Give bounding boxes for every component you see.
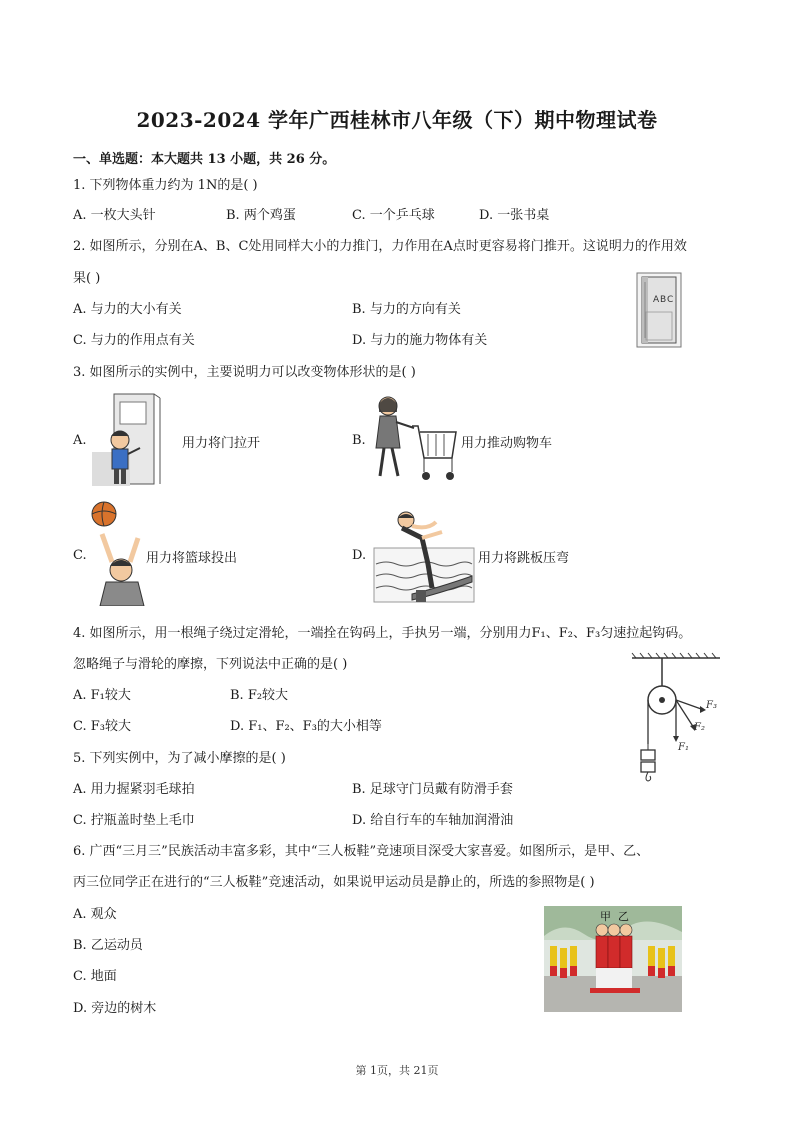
- q5-option-a[interactable]: A. 用力握紧羽毛球拍: [73, 782, 195, 797]
- force-label-f3: F₃: [706, 700, 717, 711]
- q1-option-a[interactable]: A. 一枚大头针: [73, 208, 156, 223]
- q3-option-d-caption: 用力将跳板压弯: [478, 551, 570, 566]
- q6-option-d[interactable]: D. 旁边的树木: [73, 1001, 157, 1016]
- pulley-figure: [628, 652, 724, 782]
- q6-option-b[interactable]: B. 乙运动员: [73, 938, 143, 953]
- q5-option-d[interactable]: D. 给自行车的车轴加润滑油: [352, 813, 514, 828]
- q1-option-d[interactable]: D. 一张书桌: [479, 208, 550, 223]
- door-label-c: C: [667, 295, 674, 305]
- question-5-stem: 5. 下列实例中，为了减小摩擦的是( ): [73, 751, 286, 766]
- door-figure: [636, 272, 682, 348]
- q6-option-a[interactable]: A. 观众: [73, 907, 117, 922]
- q3-option-a-letter[interactable]: A.: [73, 433, 87, 448]
- q5-option-b[interactable]: B. 足球守门员戴有防滑手套: [352, 782, 513, 797]
- question-1-stem: 1. 下列物体重力约为 1N的是( ): [73, 178, 258, 193]
- q4-option-a[interactable]: A. F₁较大: [73, 688, 131, 703]
- q4-option-b[interactable]: B. F₂较大: [230, 688, 289, 703]
- q1-option-b[interactable]: B. 两个鸡蛋: [226, 208, 296, 223]
- question-6-stem-line2: 丙三位同学正在进行的“三人板鞋”竞速活动，如果说甲运动员是静止的，所选的参照物是( ): [73, 875, 595, 890]
- q4-option-c[interactable]: C. F₃较大: [73, 719, 131, 734]
- page-title: 2023-2024 学年广西桂林市八年级（下）期中物理试卷: [136, 108, 658, 132]
- door-label-b: B: [660, 295, 667, 305]
- page-footer: 第 1页，共 21页: [355, 1064, 439, 1077]
- question-2-stem-line2: 果( ): [73, 271, 101, 286]
- boy-pulling-door-icon: [90, 392, 162, 488]
- q6-option-c[interactable]: C. 地面: [73, 969, 117, 984]
- diver-on-springboard-icon: [372, 508, 476, 604]
- question-2-stem-line1: 2. 如图所示，分别在A、B、C处用同样大小的力推门，力作用在A点时更容易将门推开。这说明力的作用效: [73, 239, 687, 254]
- q3-option-d-letter[interactable]: D.: [352, 548, 367, 563]
- boy-throwing-basketball-icon: [88, 500, 150, 606]
- photo-label-jia: 甲: [600, 910, 611, 923]
- force-label-f1: F₁: [678, 742, 689, 753]
- force-label-f2: F₂: [694, 722, 705, 733]
- question-3-stem: 3. 如图所示的实例中，主要说明力可以改变物体形状的是( ): [73, 365, 416, 380]
- q3-option-a-caption: 用力将门拉开: [182, 436, 261, 451]
- q5-option-c[interactable]: C. 拧瓶盖时垫上毛巾: [73, 813, 195, 828]
- q1-option-c[interactable]: C. 一个乒乓球: [352, 208, 435, 223]
- q3-option-c-letter[interactable]: C.: [73, 548, 87, 563]
- door-label-a: A: [653, 295, 660, 305]
- three-person-shoe-race-photo: [544, 906, 682, 1012]
- q2-option-b[interactable]: B. 与力的方向有关: [352, 302, 461, 317]
- q2-option-c[interactable]: C. 与力的作用点有关: [73, 333, 195, 348]
- section-heading: 一、单选题：本大题共 13 小题，共 26 分。: [73, 152, 336, 167]
- q2-option-d[interactable]: D. 与力的施力物体有关: [352, 333, 488, 348]
- q3-option-b-letter[interactable]: B.: [352, 433, 366, 448]
- woman-pushing-cart-icon: [372, 392, 458, 484]
- q3-option-c-caption: 用力将篮球投出: [146, 551, 238, 566]
- question-4-stem-line1: 4. 如图所示，用一根绳子绕过定滑轮，一端拴在钩码上，手执另一端，分别用力F₁、F₂、F₃匀速拉起钩码。: [73, 626, 692, 641]
- photo-label-yi: 乙: [618, 910, 629, 923]
- q4-option-d[interactable]: D. F₁、F₂、F₃的大小相等: [230, 719, 382, 734]
- question-4-stem-line2: 忽略绳子与滑轮的摩擦，下列说法中正确的是( ): [73, 657, 348, 672]
- question-6-stem-line1: 6. 广西“三月三”民族活动丰富多彩，其中“三人板鞋”竞速项目深受大家喜爱。如图所示，是甲、乙、: [73, 844, 650, 859]
- q3-option-b-caption: 用力推动购物车: [461, 436, 553, 451]
- q2-option-a[interactable]: A. 与力的大小有关: [73, 302, 182, 317]
